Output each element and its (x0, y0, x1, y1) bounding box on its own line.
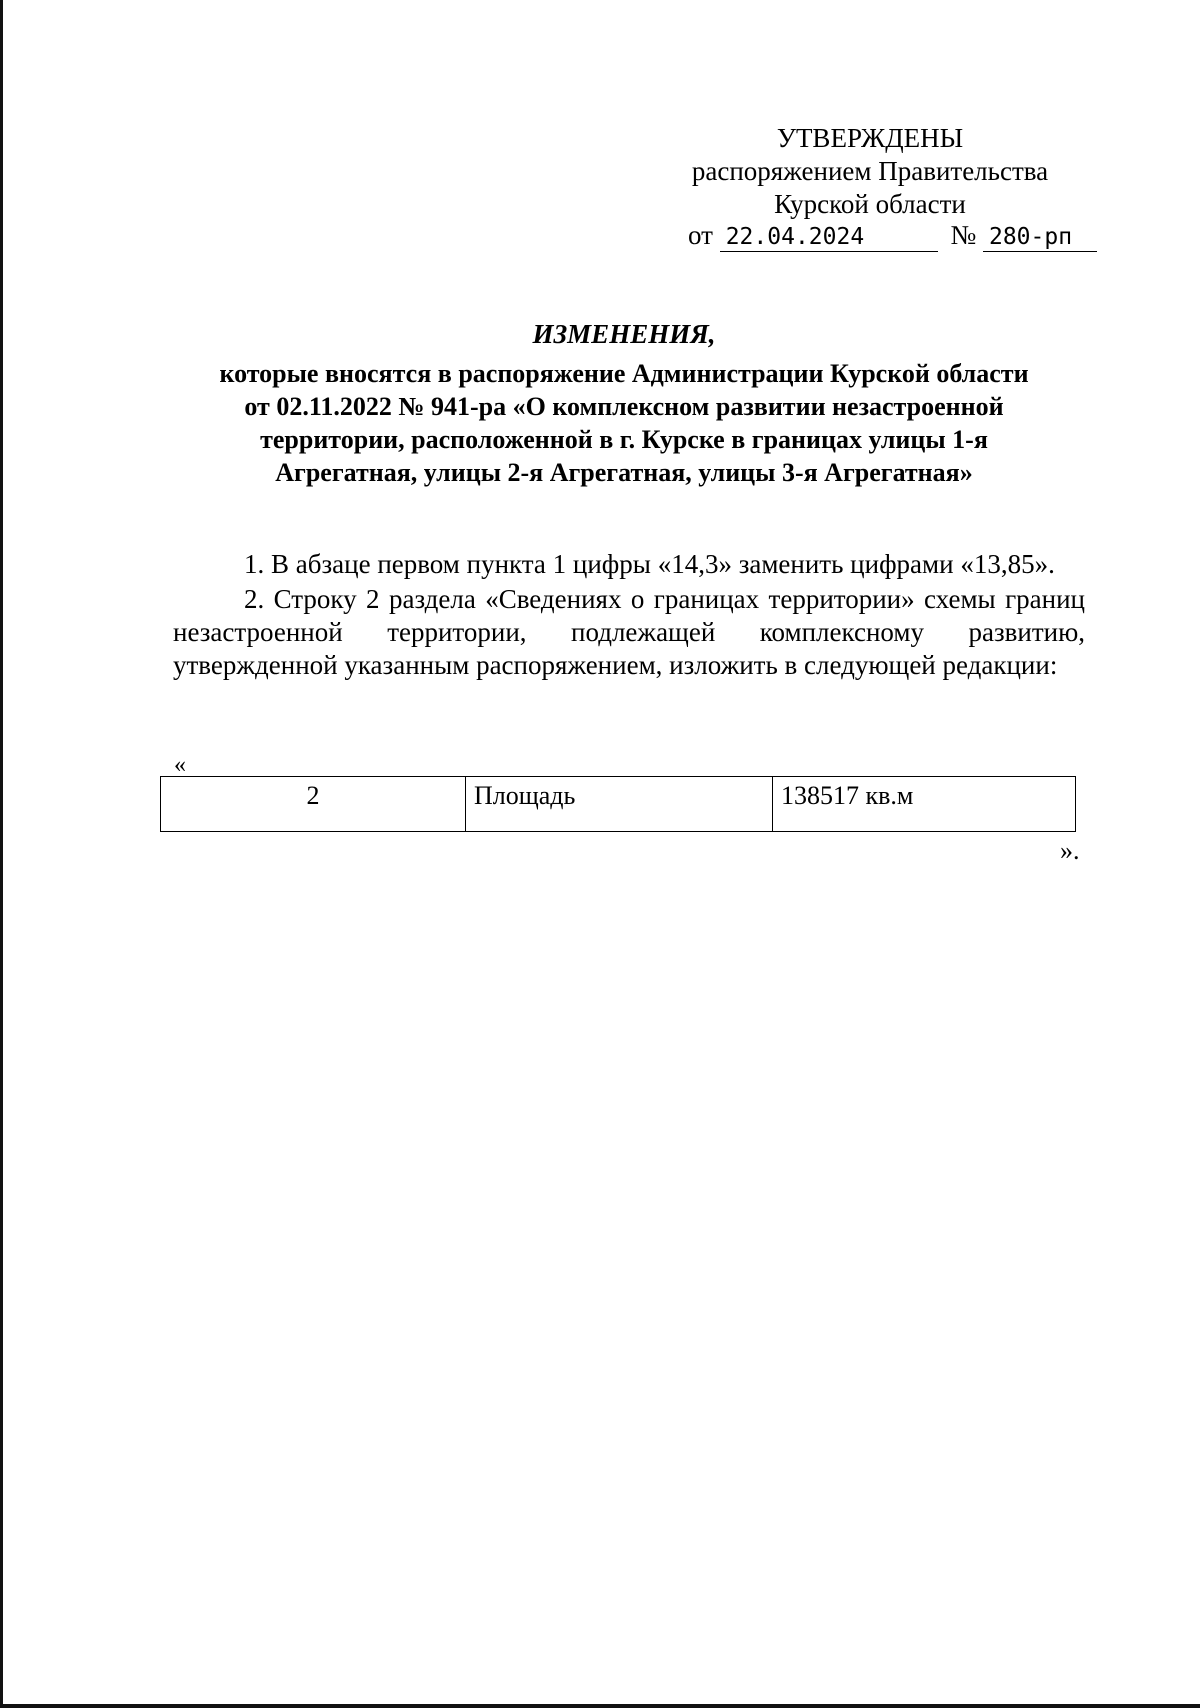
page-left-edge (0, 0, 3, 1708)
quote-close: ». (1060, 836, 1080, 865)
heading-line-1: которые вносятся в распоряжение Администрации Курской области (219, 359, 1029, 388)
paragraph-1: 1. В абзаце первом пункта 1 цифры «14,3» заменить цифрами «13,85». (244, 549, 1055, 579)
number-label: № (950, 220, 977, 250)
page-bottom-edge (0, 1704, 1200, 1708)
heading-line-2: от 02.11.2022 № 941-ра «О комплексном развитии незастроенной (244, 392, 1004, 421)
table-cell-label: Площадь (466, 777, 773, 832)
date-label: от (688, 220, 713, 250)
inserted-table (160, 776, 1076, 832)
document-body (173, 548, 1085, 684)
approval-authority: распоряжением Правительства (691, 156, 1049, 186)
paragraph-2: 2. Строку 2 раздела «Сведениях о границах территории» схемы границ незастроенной территории, подлежащей комплексному развитию, утвержденной указанным распоряжением, изложить в следующей редакции: (173, 584, 1085, 680)
heading-line-3: территории, расположенной в г. Курске в границах улицы 1-я (260, 425, 988, 454)
table-cell-number: 2 (161, 777, 466, 832)
approval-block (650, 122, 1090, 221)
approval-region: Курской области (774, 189, 966, 219)
heading-title: ИЗМЕНЕНИЯ, (532, 319, 716, 349)
table-row (161, 777, 1076, 832)
approval-date-number (688, 220, 1097, 252)
document-heading (150, 318, 1098, 489)
approval-title: УТВЕРЖДЕНЫ (776, 123, 964, 153)
heading-line-4: Агрегатная, улицы 2-я Агрегатная, улицы 3-я Агрегатная» (275, 458, 973, 487)
date-value: 22.04.2024 (720, 223, 938, 252)
number-value: 280-рп (983, 223, 1097, 252)
quote-open: « (174, 752, 186, 778)
table-cell-value: 138517 кв.м (773, 777, 1076, 832)
